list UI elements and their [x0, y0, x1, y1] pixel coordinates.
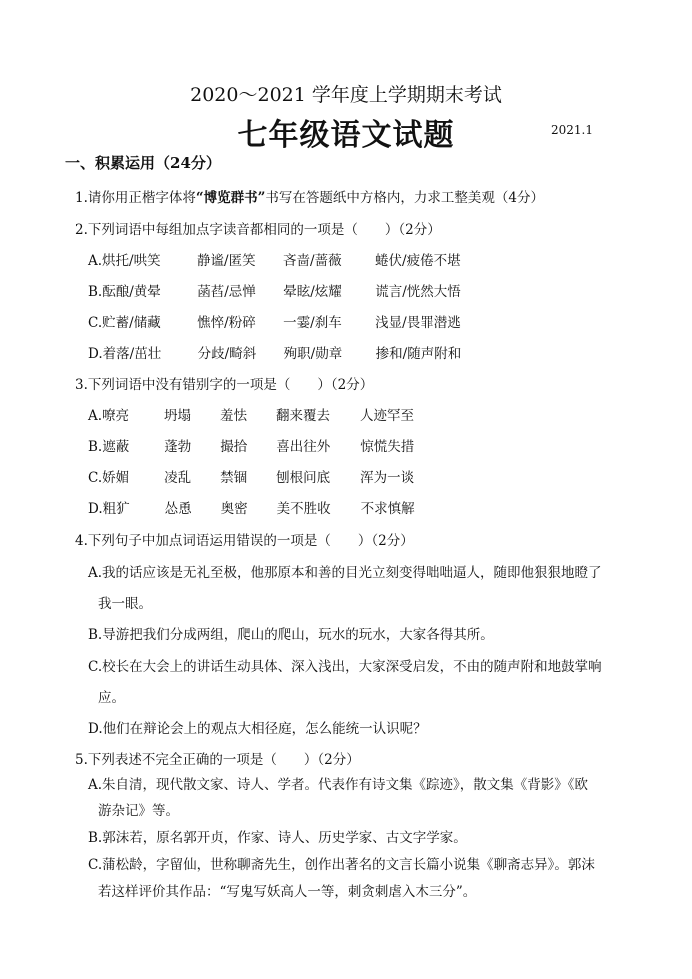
option-word: 翻来覆去: [276, 408, 331, 424]
option-word: 着落/茁壮: [102, 346, 162, 362]
option-word: 美不胜收: [276, 501, 331, 517]
option-word: 禁锢: [220, 470, 248, 486]
option-word: 喜出往外: [276, 439, 331, 455]
option-word: 娇媚: [102, 470, 130, 486]
option-word: 遮蔽: [102, 439, 130, 455]
option-label: D.: [88, 346, 103, 362]
q4-option-b: B.导游把我们分成两组，爬山的爬山，玩水的玩水，大家各得其所。: [88, 627, 494, 643]
option-word: 烘托/哄笑: [102, 253, 161, 269]
option-word: 掺和/随声附和: [375, 346, 462, 362]
option-label: C.: [88, 470, 103, 486]
question-5-stem: 5.下列表述不完全正确的一项是（ ）（2分）: [75, 752, 360, 768]
q2-option-d: [88, 342, 461, 362]
option-word: 酝酿/黄晕: [102, 284, 161, 300]
option-word: 贮蓄/储藏: [102, 315, 161, 331]
q3-option-a: [88, 404, 414, 424]
option-word: 羞怯: [220, 408, 248, 424]
option-word: 凌乱: [164, 470, 192, 486]
option-word: 粗犷: [102, 501, 130, 517]
option-label: C.: [88, 315, 103, 331]
section-heading: 一、积累运用（24分）: [65, 154, 221, 172]
option-word: 蜷伏/疲倦不堪: [375, 253, 461, 269]
option-label: A.: [88, 253, 103, 269]
q2-option-a: [88, 249, 461, 269]
option-word: 菡萏/忌惮: [197, 284, 256, 300]
q2-option-b: [88, 280, 461, 300]
q5-option-a-continued: 游杂记》等。: [98, 803, 179, 819]
option-word: 坍塌: [164, 408, 192, 424]
exam-subtitle: 2020～2021 学年度上学期期末考试: [190, 84, 502, 106]
q3-option-d: [88, 497, 415, 517]
q5-option-b: B.郭沫若，原名郭开贞，作家、诗人、历史学家、古文字学家。: [88, 830, 467, 846]
exam-date: 2021.1: [551, 123, 593, 137]
q1-suffix: 书写在答题纸中方格内，力求工整美观（4分）: [265, 190, 545, 206]
option-label: D.: [88, 501, 103, 517]
q4-option-c-continued: 应。: [98, 690, 125, 706]
exam-title: 七年级语文试题: [237, 118, 455, 153]
option-label: B.: [88, 284, 103, 300]
q2-option-c: [88, 311, 461, 331]
q4-option-a: A.我的话应该是无礼至极，他那原本和善的目光立刻变得咄咄逼人，随即他狠狠地瞪了: [88, 565, 602, 581]
option-word: 蓬勃: [164, 439, 192, 455]
q5-option-a: A.朱自清，现代散文家、诗人、学者。代表作有诗文集《踪迹》，散文集《背影》《欧: [88, 777, 589, 793]
option-word: 奥密: [220, 501, 248, 517]
option-word: 刨根问底: [276, 470, 331, 486]
option-word: 谎言/恍然大悟: [375, 284, 461, 300]
q1-quoted-words: “博览群书”: [195, 190, 266, 206]
option-word: 殉职/勋章: [283, 346, 343, 362]
q3-option-b: [88, 435, 414, 455]
option-word: 嘹亮: [102, 408, 130, 424]
option-word: 不求慎解: [360, 501, 415, 517]
option-label: B.: [88, 439, 103, 455]
option-word: 一霎/刹车: [283, 315, 342, 331]
option-word: 吝啬/蔷薇: [283, 253, 342, 269]
option-word: 分歧/畸斜: [197, 346, 257, 362]
q4-option-a-continued: 我一眼。: [98, 596, 152, 612]
q3-option-c: [88, 466, 414, 486]
option-word: 惊慌失措: [360, 439, 415, 455]
option-word: 人迹罕至: [360, 408, 415, 424]
option-word: 憔悴/粉碎: [197, 315, 256, 331]
option-word: 怂恿: [164, 501, 192, 517]
option-word: 晕眩/炫耀: [283, 284, 342, 300]
question-2-stem: 2.下列词语中每组加点字读音都相同的一项是（ ）（2分）: [75, 222, 441, 238]
option-word: 浅显/畏罪潜逃: [375, 315, 461, 331]
option-word: 撮拾: [220, 439, 248, 455]
option-word: 浑为一谈: [360, 470, 415, 486]
q5-option-c: C.蒲松龄，字留仙，世称聊斋先生，创作出著名的文言长篇小说集《聊斋志异》。郭沫: [88, 857, 595, 873]
option-label: A.: [88, 408, 103, 424]
q1-prefix: 1.请你用正楷字体将: [75, 190, 196, 206]
q4-option-c: C.校长在大会上的讲话生动具体、深入浅出，大家深受启发，不由的随声附和地鼓掌响: [88, 659, 602, 675]
q4-option-d: D.他们在辩论会上的观点大相径庭，怎么能统一认识呢？: [88, 721, 427, 737]
question-1: [75, 186, 544, 206]
question-4-stem: 4.下列句子中加点词语运用错误的一项是（ ）（2分）: [75, 533, 414, 549]
q5-option-c-continued: 若这样评价其作品：“写鬼写妖高人一等，刺贪刺虐入木三分”。: [98, 884, 477, 900]
question-3-stem: 3.下列词语中没有错别字的一项是（ ）（2分）: [75, 377, 374, 393]
option-word: 静谧/匿笑: [197, 253, 256, 269]
